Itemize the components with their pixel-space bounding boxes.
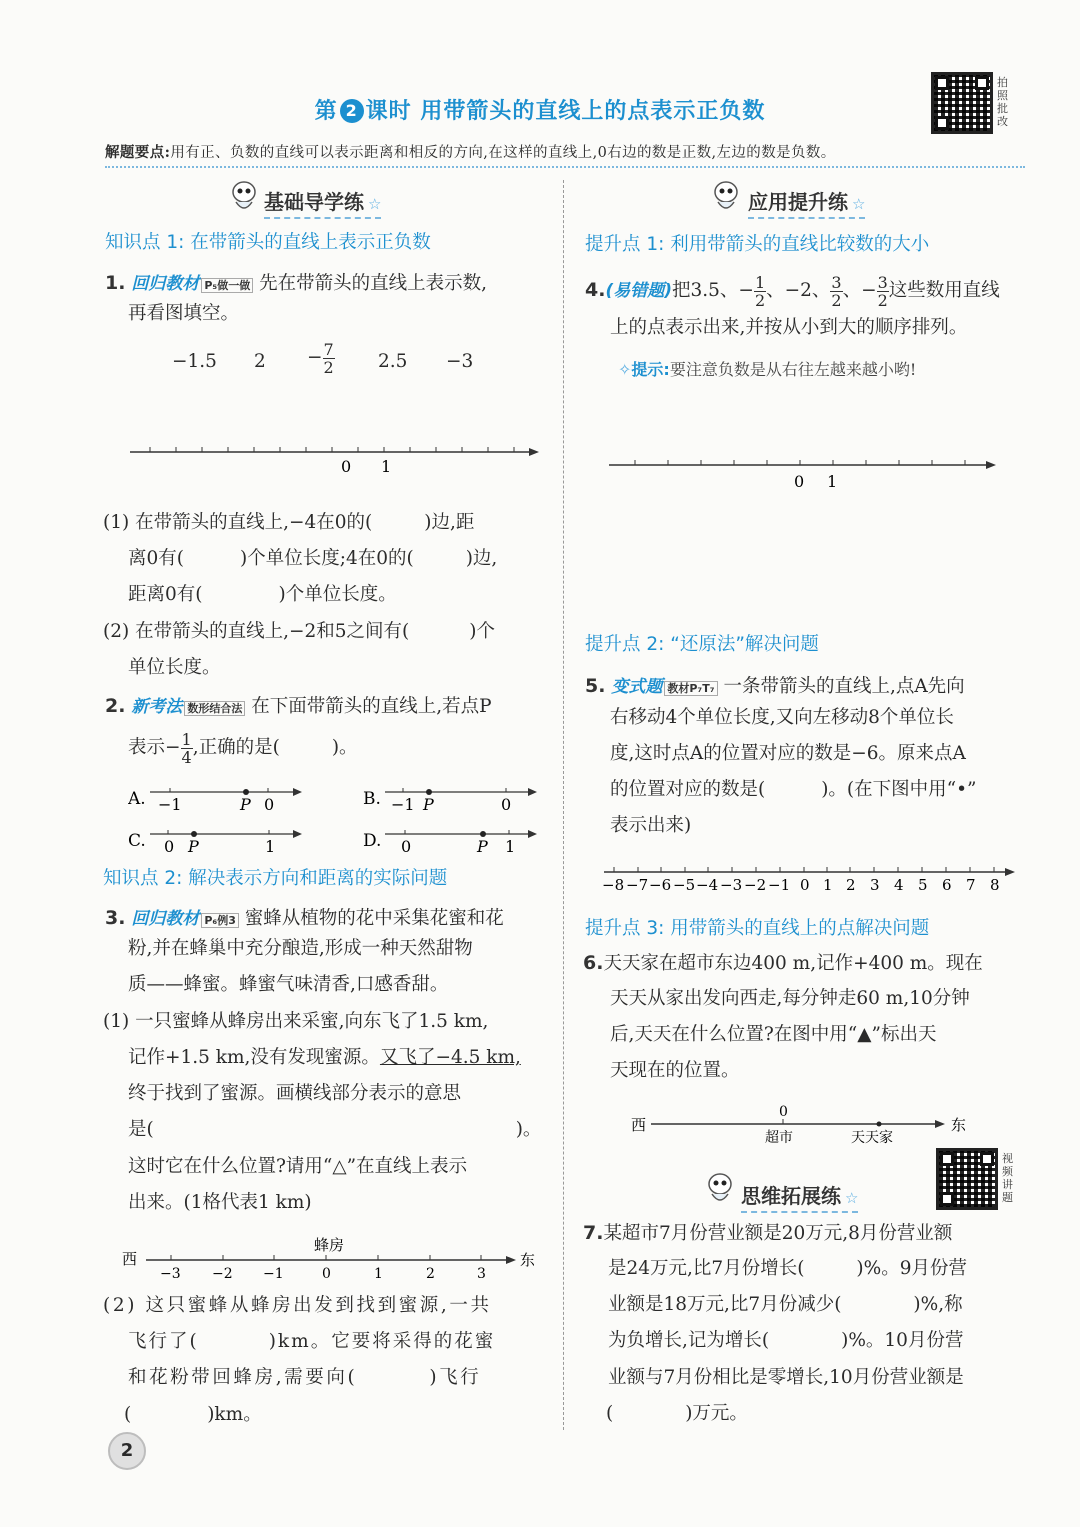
arrow-head: [529, 448, 539, 456]
question-text: 某超市7月份营业额是20万元,8月份营业额: [603, 1223, 953, 1244]
text: )万元。: [685, 1403, 748, 1424]
tip-bar: [105, 140, 1025, 168]
home-label: 天天家: [851, 1130, 893, 1146]
video-qr-label: 视频讲题: [1002, 1152, 1013, 1204]
question-text: 天天家在超市东边400 m,记作+400 m。现在: [603, 953, 983, 974]
qr-code-icon[interactable]: [931, 72, 993, 134]
q6-line: 后,天天在什么位置?在图中用“▲”标出天: [610, 1024, 937, 1045]
q1-value-1: −1.5: [172, 351, 217, 372]
q7-line: [608, 1251, 967, 1287]
axis-east-label: 东: [520, 1251, 536, 1269]
option-label: A.: [128, 789, 146, 809]
improvement-point-2: 提升点 2: “还原法”解决问题: [585, 634, 819, 655]
q1-part1-line2: [128, 541, 497, 577]
tick-label: −3: [160, 1266, 181, 1282]
text: )边,距: [424, 512, 475, 533]
text: )。: [515, 1119, 542, 1140]
section-title: 思维拓展练: [741, 1184, 841, 1208]
question-number: 2.: [105, 695, 126, 717]
q1-value-4: 2.5: [378, 351, 408, 372]
option-label: B.: [363, 789, 381, 809]
tick-label: −6: [649, 876, 672, 894]
tick-label: 1: [823, 876, 833, 894]
question-number: 7.: [583, 1222, 604, 1244]
tag-text: 变式题: [611, 677, 663, 697]
mark: P: [423, 795, 434, 814]
tag-text: 新考法: [131, 697, 183, 717]
tag-ref: 数形结合法: [184, 701, 245, 716]
fraction: [181, 731, 193, 766]
section-title: 应用提升练: [748, 190, 848, 214]
fraction: [323, 341, 335, 376]
question-4-line2: 上的点表示出来,并按从小到大的顺序排列。: [610, 317, 968, 338]
home-point: [877, 1122, 882, 1127]
text: (: [606, 1403, 614, 1424]
question-number: 4.: [585, 279, 606, 301]
text: )飞行: [429, 1367, 482, 1388]
fraction: [830, 274, 842, 309]
denominator: 2: [831, 290, 842, 310]
text: 这些数用直线: [888, 280, 1000, 301]
page-title: [0, 94, 1080, 125]
section-title: 基础导学练: [264, 190, 364, 214]
numerator: 1: [181, 729, 192, 749]
sparkle-icon: ✧: [618, 360, 632, 379]
text: ,正确的是(: [192, 737, 280, 758]
q6-line: 天天从家出发向西走,每分钟走60 m,10分钟: [610, 988, 970, 1009]
qr-label: 拍照批改: [997, 76, 1008, 128]
hint-text: 要注意负数是从右往左越来越小哟!: [669, 360, 917, 379]
text: )%。10月份营: [841, 1330, 964, 1351]
text: 记作+1.5 km,没有发现蜜源。: [128, 1047, 380, 1068]
tick-label: −1: [768, 876, 791, 894]
text: 是(: [128, 1119, 154, 1140]
q6-number-line[interactable]: [625, 1100, 975, 1150]
tag-ref: P₆例3: [201, 913, 239, 928]
denominator: 2: [877, 290, 888, 310]
q5-line: 右移动4个单位长度,又向左移动8个单位长: [610, 707, 954, 728]
question-number: 6.: [583, 952, 604, 974]
numerator: 7: [323, 339, 334, 359]
hint: [618, 357, 916, 380]
tick-label: −7: [626, 876, 649, 894]
tag-ref: 教材P₇T₇: [664, 681, 717, 696]
denominator: 2: [754, 290, 766, 310]
improvement-point-3: 提升点 3: 用带箭头的直线上的点解决问题: [585, 918, 930, 939]
q3-part2-line1: (2) 这只蜜蜂从蜂房出发到找到蜜源,一共: [103, 1295, 492, 1316]
text: (: [124, 1404, 132, 1425]
question-7: [583, 1215, 952, 1252]
section-basic-practice: [264, 186, 381, 219]
question-number: 3.: [105, 907, 126, 929]
text: )个单位长度。: [278, 584, 397, 605]
q3-line: 粉,并在蜂巢中充分酿造,形成一种天然甜物: [128, 938, 473, 959]
mark: P: [188, 837, 199, 856]
tip-label: 解题要点:: [105, 144, 171, 161]
text: )。(在下图中用“•”: [821, 779, 977, 800]
lesson-number-badge: 2: [340, 99, 364, 123]
axis-zero-label: 0: [779, 1104, 788, 1120]
tip-text: 用有正、负数的直线可以表示距离和相反的方向,在这样的直线上,0右边的数是正数,左边的数是负数。: [170, 145, 836, 161]
mark: P: [240, 795, 251, 814]
knowledge-point-2: 知识点 2: 解决表示方向和距离的实际问题: [103, 868, 448, 889]
tick-label-0: 0: [341, 457, 352, 476]
option-label: D.: [363, 831, 382, 851]
tick-label-1: 1: [827, 472, 838, 491]
q7-line: [606, 1396, 748, 1432]
mark: 0: [164, 837, 175, 856]
tick-label: 4: [894, 876, 904, 894]
fraction: [754, 274, 766, 309]
q3-part2-line4: [124, 1397, 262, 1433]
hint-label: 提示:: [631, 360, 670, 379]
question-2-line2: [128, 730, 358, 766]
text: (1) 在带箭头的直线上,−4在0的(: [103, 512, 373, 533]
tick-label: 3: [477, 1266, 486, 1282]
option-a[interactable]: [128, 784, 308, 814]
video-qr-code-icon[interactable]: [936, 1148, 998, 1210]
question-4: [585, 272, 1000, 309]
mascot-icon: [228, 180, 260, 214]
q5-number-line[interactable]: [600, 862, 1020, 898]
text: 表示−: [128, 737, 181, 758]
q3-line: (1) 一只蜜蜂从蜂房出来采蜜,向东飞了1.5 km,: [103, 1011, 489, 1032]
mark: P: [477, 837, 488, 856]
question-tag: [131, 689, 245, 727]
denominator: 4: [181, 747, 192, 767]
q3-line: 这时它在什么位置?请用“△”在直线上表示: [128, 1156, 468, 1177]
q7-line: 业额与7月份相比是零增长,10月份营业额是: [608, 1367, 964, 1388]
tick-label: 2: [426, 1266, 435, 1282]
q1-part2-line2: 单位长度。: [128, 657, 221, 678]
text: (2) 在带箭头的直线上,−2和5之间有(: [103, 621, 410, 642]
text: )%。9月份营: [856, 1258, 967, 1279]
numerator: 3: [877, 272, 888, 292]
question-2: [105, 688, 492, 727]
option-b[interactable]: [363, 784, 543, 814]
option-c[interactable]: [128, 826, 308, 856]
knowledge-point-1: 知识点 1: 在带箭头的直线上表示正负数: [105, 232, 431, 253]
fraction: [877, 274, 889, 309]
question-text: 一条带箭头的直线上,点A先向: [723, 676, 965, 697]
text: )个: [469, 621, 495, 642]
minus-sign: −: [307, 347, 323, 368]
question-text: 在下面带箭头的直线上,若点P: [251, 696, 492, 717]
text: )。: [331, 737, 358, 758]
tick-label: −2: [744, 876, 767, 894]
q5-line: 度,这时点A的位置对应的数是−6。原来点A: [610, 743, 966, 764]
text: 距离0有(: [128, 584, 203, 605]
q1-number-line[interactable]: [125, 440, 545, 480]
tick-label: 1: [374, 1266, 383, 1282]
tick-label: 3: [870, 876, 880, 894]
text: )边,: [465, 548, 498, 569]
axis-east-label: 东: [951, 1116, 967, 1134]
text: 、−2、: [766, 280, 831, 301]
mascot-icon: [710, 180, 742, 214]
q3-line: [128, 1112, 541, 1148]
tag-ref: P₅做一做: [201, 278, 253, 293]
axis-west-label: 西: [122, 1250, 138, 1268]
text: 飞行了(: [128, 1331, 199, 1352]
text: 把3.5、−: [672, 280, 754, 301]
q1-value-2: 2: [254, 351, 266, 372]
tick-label: −1: [263, 1266, 284, 1282]
question-text: 先在带箭头的直线上表示数,: [259, 273, 488, 294]
q3-line: 出来。(1格代表1 km): [128, 1192, 312, 1213]
text: 、−: [842, 280, 877, 301]
tick-label: 0: [800, 876, 810, 894]
column-divider: [563, 180, 564, 1430]
star-icon: ☆: [368, 195, 382, 213]
tick-label: 2: [846, 876, 856, 894]
q5-line: [610, 772, 976, 808]
star-icon: ☆: [845, 1189, 859, 1207]
denominator: 2: [323, 357, 334, 377]
tick-label-1: 1: [381, 457, 392, 476]
section-thinking-extension: [741, 1180, 858, 1213]
q1-part1-line3: [128, 577, 397, 613]
underlined-text: 又飞了−4.5 km,: [379, 1047, 521, 1068]
tick-label: −8: [602, 876, 625, 894]
question-6: [583, 945, 983, 982]
q6-line: 天现在的位置。: [610, 1060, 740, 1081]
mark: 1: [265, 837, 276, 856]
q3-line: 质——蜂蜜。蜂蜜气味清香,口感香甜。: [128, 974, 449, 995]
section-applied-practice: [748, 186, 865, 219]
axis-west-label: 西: [631, 1116, 647, 1134]
mark: 0: [264, 795, 275, 814]
text: )km。它要将采得的花蜜: [268, 1331, 496, 1352]
q3-number-line[interactable]: [118, 1232, 538, 1288]
improvement-point-1: 提升点 1: 利用带箭头的直线比较数的大小: [585, 234, 930, 255]
tick-label: −2: [212, 1266, 233, 1282]
numerator: 1: [754, 272, 766, 292]
tag-text: 回归教材: [131, 274, 200, 294]
option-label: C.: [128, 831, 146, 851]
question-text: 蜜蜂从植物的花中采集花蜜和花: [244, 908, 504, 929]
axis-top-label: 蜂房: [314, 1236, 345, 1254]
q3-part2-line3: [128, 1360, 481, 1396]
option-d[interactable]: [363, 826, 543, 856]
question-1-line2: 再看图填空。: [128, 303, 240, 324]
mark: 0: [401, 837, 412, 856]
q1-part1-line1: [103, 505, 474, 541]
text: )km。: [207, 1404, 262, 1425]
mark: −1: [158, 795, 182, 814]
text: 是24万元,比7月份增长(: [608, 1258, 805, 1279]
q7-line: [608, 1323, 963, 1359]
numerator: 3: [831, 272, 842, 292]
tick-label: −5: [673, 876, 696, 894]
tick-label-0: 0: [794, 472, 805, 491]
q7-line: [608, 1287, 963, 1323]
q1-value-5: −3: [446, 351, 474, 372]
page-number: 2: [108, 1432, 146, 1470]
q5-line: 表示出来): [610, 815, 692, 836]
text: )%,称: [913, 1294, 963, 1315]
tick-label: 8: [990, 876, 1000, 894]
q3-line: [128, 1040, 521, 1076]
text: 为负增长,记为增长(: [608, 1330, 770, 1351]
mascot-icon: [704, 1172, 736, 1206]
tag-text: 回归教材: [131, 909, 200, 929]
text: 和花粉带回蜂房,需要向(: [128, 1367, 358, 1388]
q3-part2-line2: [128, 1324, 495, 1360]
question-number: 1.: [105, 272, 126, 294]
q4-number-line[interactable]: [605, 455, 1005, 495]
text: 业额是18万元,比7月份减少(: [608, 1294, 842, 1315]
tick-label: 0: [322, 1266, 331, 1282]
mark: −1: [391, 795, 415, 814]
tick-label: −3: [720, 876, 743, 894]
tick-label: 6: [942, 876, 952, 894]
text: )个单位长度;4在0的(: [240, 548, 414, 569]
q3-line: 终于找到了蜜源。画横线部分表示的意思: [128, 1083, 462, 1104]
q1-part2-line1: [103, 614, 495, 650]
question-number: 5.: [585, 675, 606, 697]
mark: 0: [501, 795, 512, 814]
star-icon: ☆: [852, 195, 866, 213]
tick-label: −4: [696, 876, 719, 894]
text: 离0有(: [128, 548, 184, 569]
title-text: 课时 用带箭头的直线上的点表示正负数: [365, 99, 766, 124]
tick-label: 7: [966, 876, 976, 894]
mark: 1: [505, 837, 516, 856]
tick-label: 5: [918, 876, 928, 894]
title-prefix: 第: [314, 99, 338, 124]
text: 的位置对应的数是(: [610, 779, 766, 800]
question-tag: (易错题): [605, 281, 672, 301]
market-label: 超市: [765, 1130, 793, 1146]
q1-value-3: [307, 340, 335, 376]
